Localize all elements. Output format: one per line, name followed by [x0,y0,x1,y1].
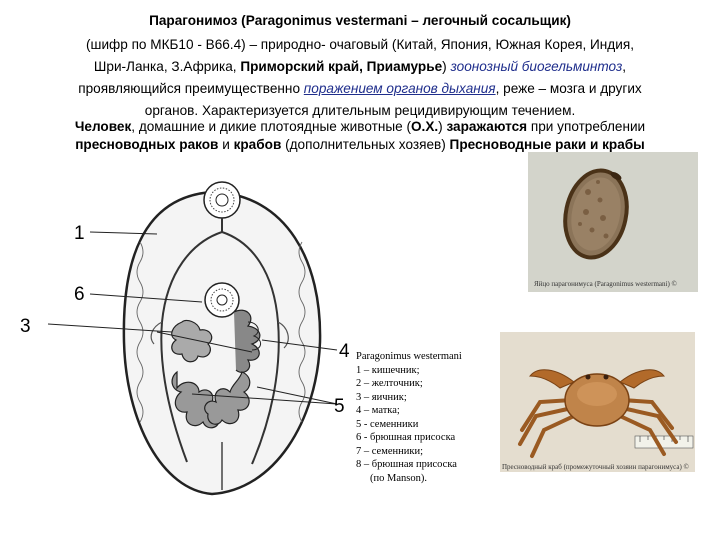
text-line-6-e: заражаются [446,119,528,134]
text-line-7-e: Пресноводные раки и крабы [449,137,645,152]
text-line-3 [0,57,720,77]
diagram-label-5: 5 [334,396,345,417]
oral-sucker [204,182,240,218]
crab-photo [500,332,695,472]
text-line-3-e: , [622,59,627,74]
legend-title: Paragonimus westermani [356,351,462,362]
paragonimus-diagram [12,172,352,512]
legend-item: 2 – желточник; [356,378,423,389]
text-line-3-b: Приморский край, Приамурье [240,59,443,74]
text-line-7-a: пресноводных раков [75,137,219,152]
text-line-6-a: Человек [74,119,132,134]
text-line-4 [0,79,720,99]
legend-item: 6 - брюшная присоска [356,432,456,443]
text-line-3-c: ) [442,59,451,74]
egg-caption: Яйцо парагонимуса (Paragonimus westermani) © [534,280,677,288]
crab-caption: Пресноводный краб (промежуточный хозяин парагонимуса) © [502,463,689,471]
diagram-label-3: 3 [20,316,31,337]
legend-item: 1 – кишечник; [356,364,420,376]
legend-item: 3 – яичник; [356,391,407,403]
legend-item: 4 – матка; [356,405,400,416]
text-line-4-a: проявляющийся преимущественно [78,81,304,96]
diagram-label-1: 1 [74,223,85,244]
text-line-5: органов. Характеризуется длительным рецидивирующим течением. [144,103,576,118]
text-line-2: (шифр по МКБ10 - B66.4) – природно- очаговый (Китай, Япония, Южная Корея, Индия, [86,37,634,52]
organ-legend [356,350,494,500]
ventral-sucker [205,283,239,317]
text-line-7-b: и [218,137,234,152]
text-line-6-f: при употреблении [527,119,646,134]
legend-item: 8 – брюшная присоска [356,459,457,470]
text-line-7-d: (дополнительных хозяев) [281,137,450,152]
text-line-6-b: , домашние и дикие плотоядные животные ( [131,119,411,134]
text-line-6-c: О.Х. [410,119,439,134]
text-line-6-d: ) [438,119,447,134]
page-title: Парагонимоз (Paragonimus vestermani – легочный сосальщик) [149,13,571,28]
legend-item: 7 – семенники; [356,445,423,457]
diagram-label-6: 6 [74,284,85,305]
text-line-4-b: поражением органов дыхания [303,81,496,96]
text-line-7-c: крабов [233,137,282,152]
legend-item: 5 - семенники [356,418,419,430]
legend-item: (по Manson). [370,472,427,484]
diagram-label-4: 4 [339,341,350,362]
egg-photo [528,152,698,292]
text-line-4-c: , реже – мозга и других [495,81,642,96]
text-line-3-d: зоонозный биогельминтоз [450,59,623,74]
text-line-6 [0,117,720,137]
text-line-3-a: Шри-Ланка, З.Африка, [93,59,241,74]
